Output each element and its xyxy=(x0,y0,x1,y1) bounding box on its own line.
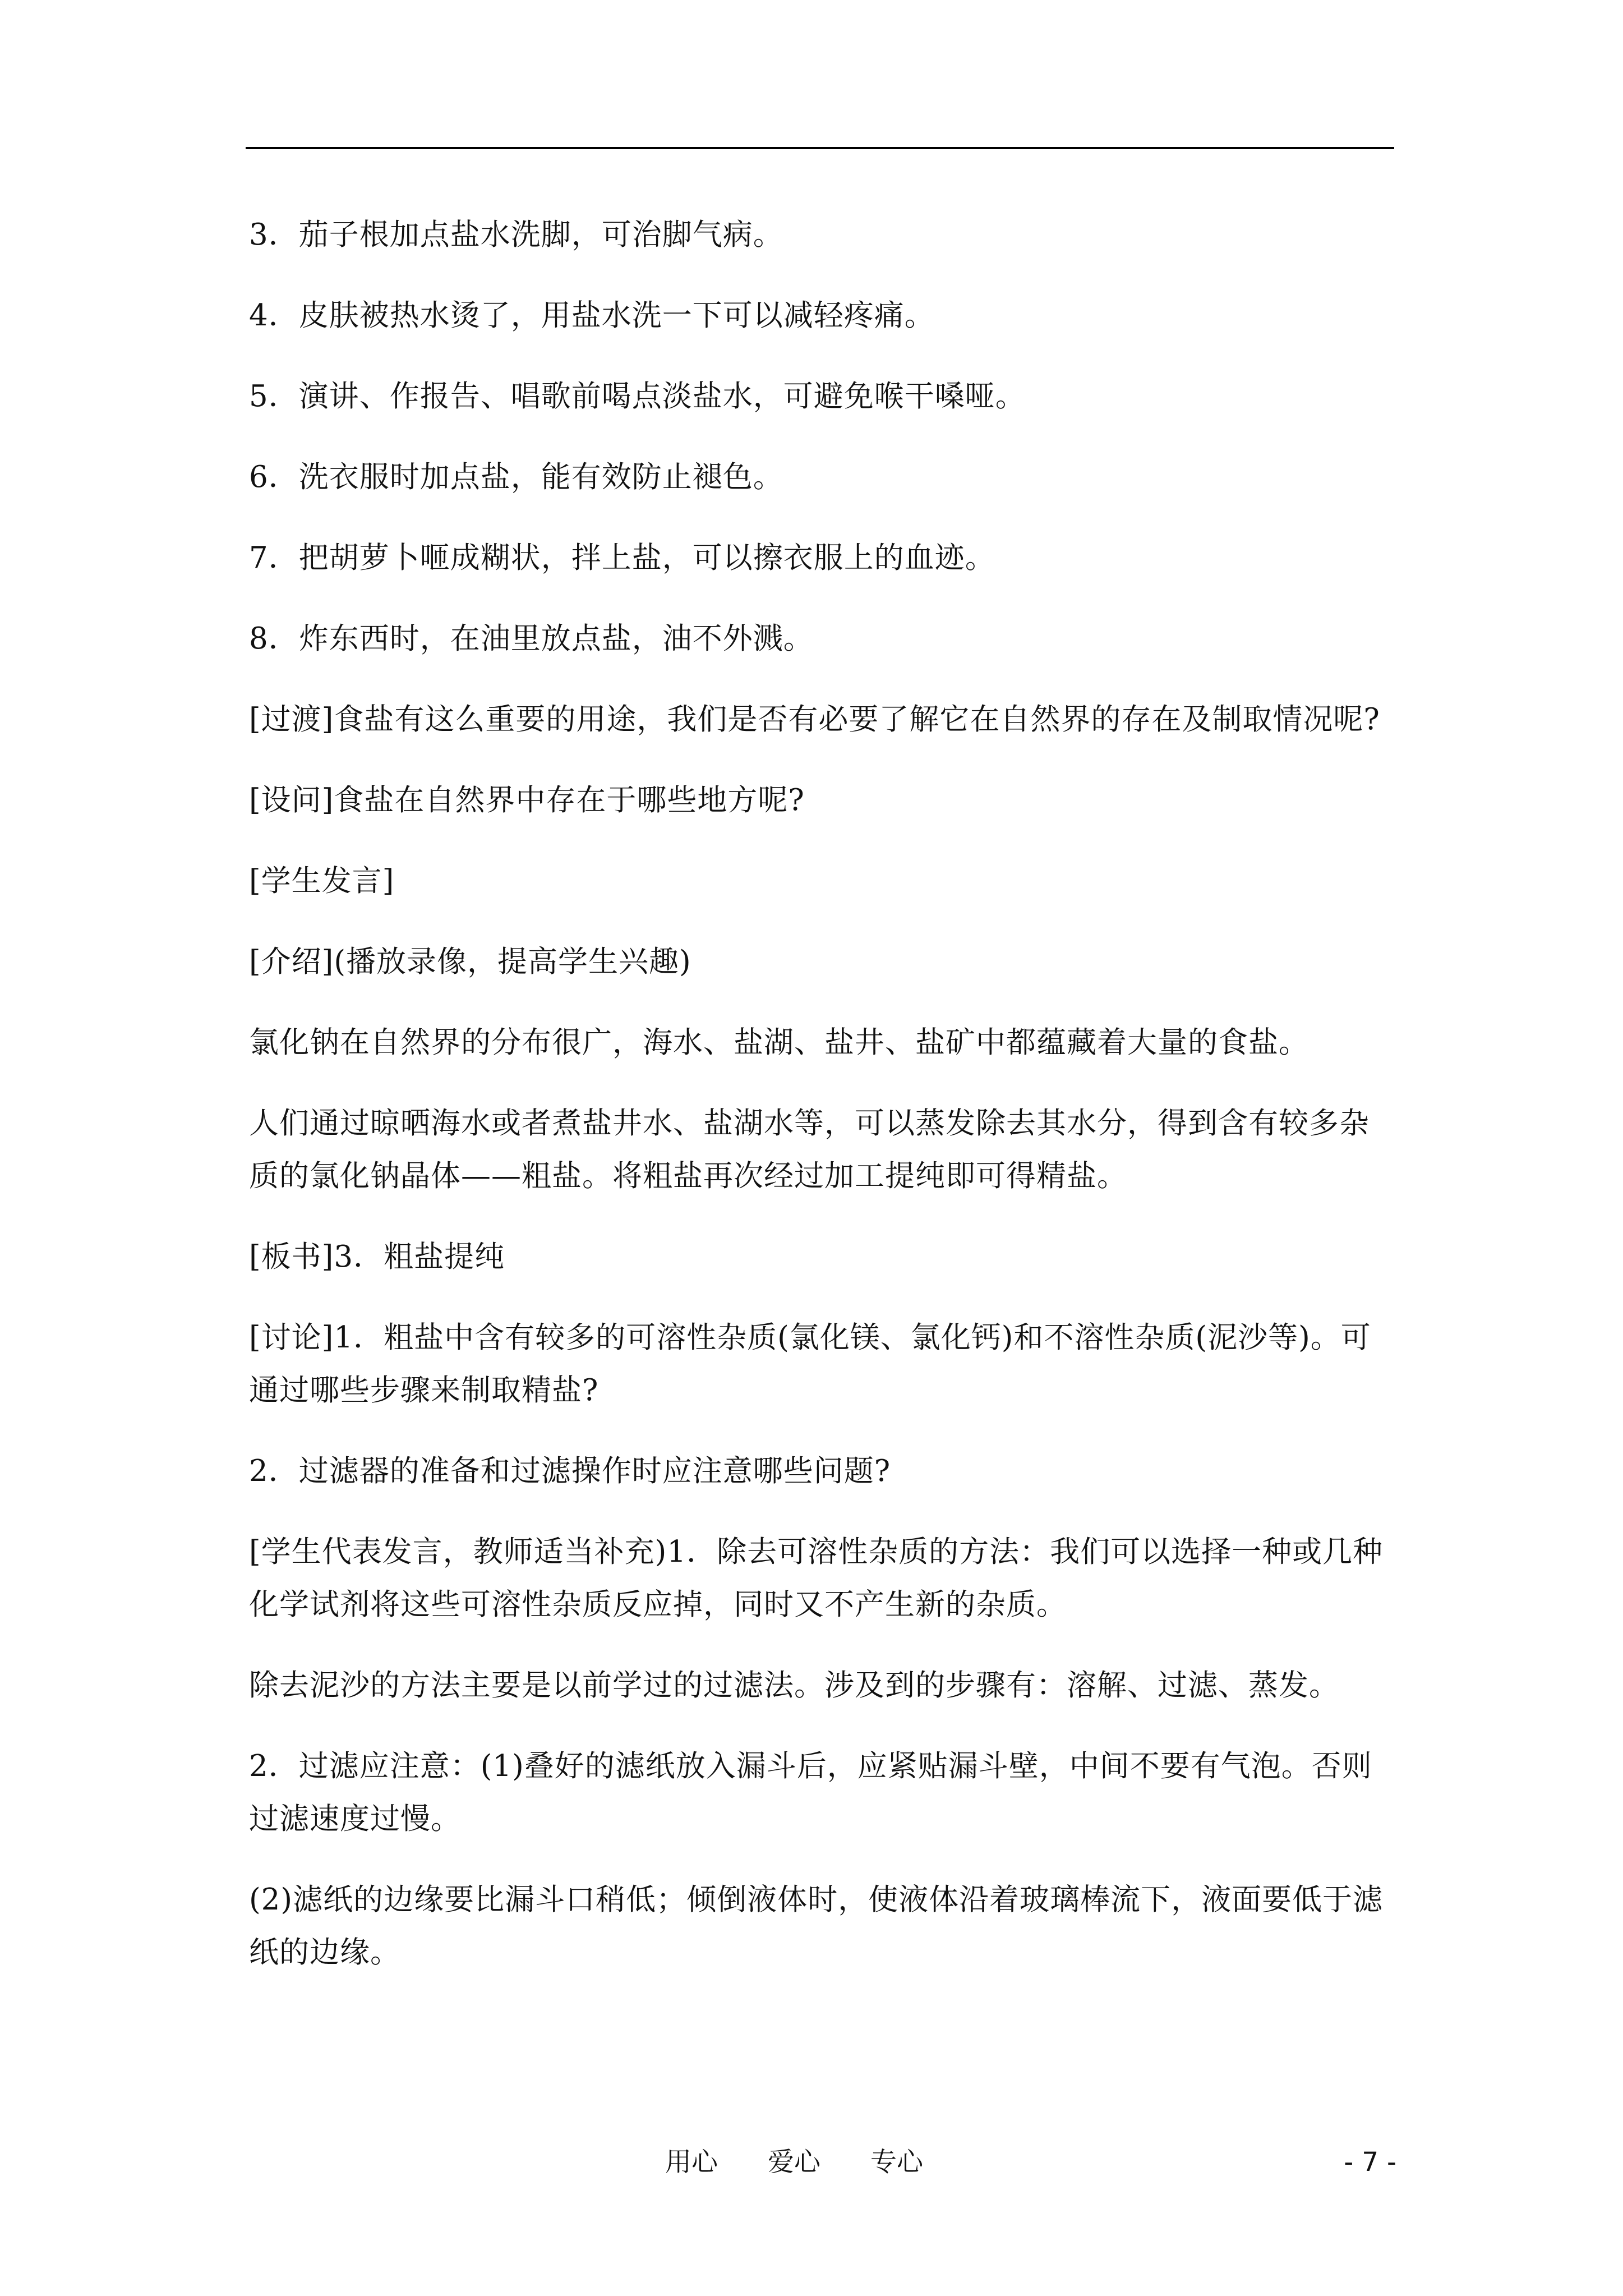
paragraph: [讨论]1．粗盐中含有较多的可溶性杂质(氯化镁、氯化钙)和不溶性杂质(泥沙等)。可通过哪些步骤来制取精盐? xyxy=(249,1320,1371,1407)
paragraph: [设问]食盐在自然界中存在于哪些地方呢? xyxy=(249,783,805,817)
footer-motto-word: 用心 xyxy=(665,2147,718,2178)
footer-motto-word: 专心 xyxy=(870,2147,923,2178)
paragraph: 氯化钠在自然界的分布很广，海水、盐湖、盐井、盐矿中都蕴藏着大量的食盐。 xyxy=(249,1025,1309,1060)
paragraph: [板书]3．粗盐提纯 xyxy=(249,1240,505,1274)
paragraph: 2．过滤器的准备和过滤操作时应注意哪些问题? xyxy=(249,1454,891,1488)
paragraph: [学生发言] xyxy=(249,864,395,898)
header-rule xyxy=(246,147,1394,149)
paragraph: [过渡]食盐有这么重要的用途，我们是否有必要了解它在自然界的存在及制取情况呢? xyxy=(249,702,1380,737)
paragraph: 7．把胡萝卜咂成糊状，拌上盐，可以擦衣服上的血迹。 xyxy=(249,541,995,575)
paragraph: 6．洗衣服时加点盐，能有效防止褪色。 xyxy=(249,460,783,494)
paragraph: 4．皮肤被热水烫了，用盐水洗一下可以减轻疼痛。 xyxy=(249,298,935,333)
paragraph: [介绍](播放录像，提高学生兴趣) xyxy=(249,945,691,979)
footer-motto xyxy=(665,2146,923,2179)
paragraph: 2．过滤应注意：(1)叠好的滤纸放入漏斗后，应紧贴漏斗壁，中间不要有气泡。否则过滤速度过慢。 xyxy=(249,1749,1372,1836)
paragraph: [学生代表发言，教师适当补充)1．除去可溶性杂质的方法：我们可以选择一种或几种化学试剂将这些可溶性杂质反应掉，同时又不产生新的杂质。 xyxy=(249,1535,1384,1622)
paragraph: 人们通过晾晒海水或者煮盐井水、盐湖水等，可以蒸发除去其水分，得到含有较多杂质的氯化钠晶体——粗盐。将粗盐再次经过加工提纯即可得精盐。 xyxy=(249,1106,1370,1193)
paragraph: 5．演讲、作报告、唱歌前喝点淡盐水，可避免喉干嗓哑。 xyxy=(249,379,1026,413)
footer-motto-word: 爱心 xyxy=(768,2147,820,2178)
paragraph: 8．炸东西时，在油里放点盐，油不外溅。 xyxy=(249,622,814,656)
page-number: - 7 - xyxy=(1344,2147,1396,2178)
paragraph: 除去泥沙的方法主要是以前学过的过滤法。涉及到的步骤有：溶解、过滤、蒸发。 xyxy=(249,1668,1339,1703)
paragraph: (2)滤纸的边缘要比漏斗口稍低；倾倒液体时，使液体沿着玻璃棒流下，液面要低于滤纸的边缘。 xyxy=(249,1883,1384,1970)
document-body xyxy=(249,209,1394,2007)
paragraph: 3．茄子根加点盐水洗脚，可治脚气病。 xyxy=(249,218,783,252)
